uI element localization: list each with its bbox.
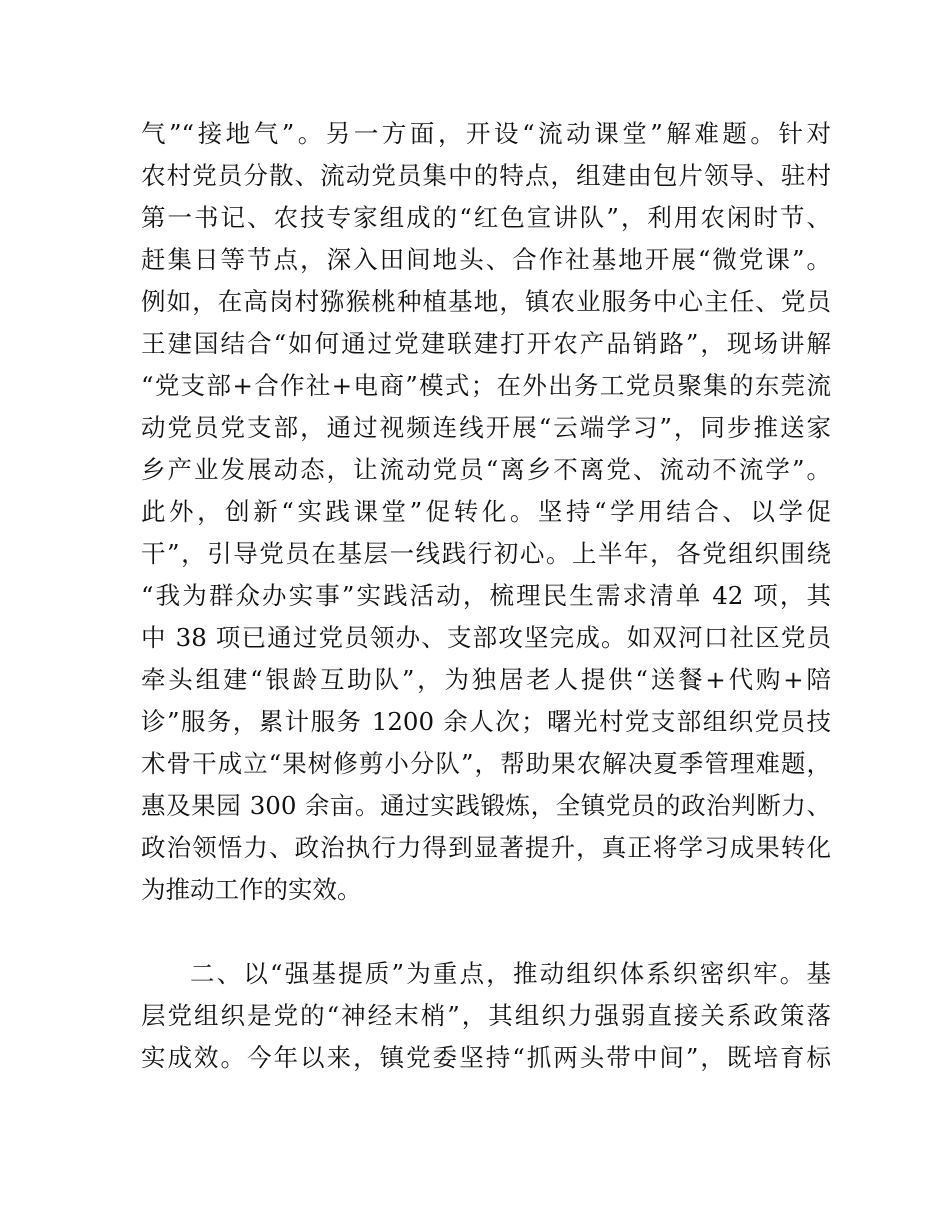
paragraph-2 <box>141 953 831 1079</box>
paragraph-1-line: 中 38 项已通过党员领办、支部攻坚完成。如双河口社区党员 <box>141 623 831 652</box>
paragraph-1-line: 诊”服务，累计服务 1200 余人次；曙光村党支部组织党员技 <box>141 707 831 736</box>
paragraph-2-line: 实成效。今年以来，镇党委坚持“抓两头带中间”，既培育标 <box>141 1043 831 1072</box>
paragraph-2-line: 二、以“强基提质”为重点，推动组织体系织密织牢。基 <box>190 959 831 988</box>
paragraph-1-line: 牵头组建“银龄互助队”，为独居老人提供“送餐+代购+陪 <box>141 665 831 694</box>
paragraph-1-line: 气”“接地气”。另一方面，开设“流动课堂”解难题。针对 <box>141 119 831 148</box>
paragraph-1-line: 第一书记、农技专家组成的“红色宣讲队”，利用农闲时节、 <box>141 203 831 232</box>
paragraph-1-line: 术骨干成立“果树修剪小分队”，帮助果农解决夏季管理难题， <box>141 749 831 778</box>
paragraph-1-line: 为推动工作的实效。 <box>141 875 362 904</box>
paragraph-1-line: 乡产业发展动态，让流动党员“离乡不离党、流动不流学”。 <box>141 455 831 484</box>
paragraph-2-line: 层党组织是党的“神经末梢”，其组织力强弱直接关系政策落 <box>141 1001 831 1030</box>
paragraph-1-line: 王建国结合“如何通过党建联建打开农产品销路”，现场讲解 <box>141 329 831 358</box>
paragraph-1-line: 惠及果园 300 余亩。通过实践锻炼，全镇党员的政治判断力、 <box>141 791 831 820</box>
paragraph-1-line: 例如，在高岗村猕猴桃种植基地，镇农业服务中心主任、党员 <box>141 287 831 316</box>
paragraph-1-line: “党支部+合作社+电商”模式；在外出务工党员聚集的东莞流 <box>141 371 831 400</box>
paragraph-1-line: 农村党员分散、流动党员集中的特点，组建由包片领导、驻村 <box>141 161 831 190</box>
paragraph-1-line: 此外，创新“实践课堂”促转化。坚持“学用结合、以学促 <box>141 497 831 526</box>
paragraph-1-line: “我为群众办实事”实践活动，梳理民生需求清单 42 项，其 <box>141 581 831 610</box>
paragraph-1-line: 干”，引导党员在基层一线践行初心。上半年，各党组织围绕 <box>141 539 831 568</box>
paragraph-1-line: 动党员党支部，通过视频连线开展“云端学习”，同步推送家 <box>141 413 831 442</box>
paragraph-1-line: 政治领悟力、政治执行力得到显著提升，真正将学习成果转化 <box>141 833 831 862</box>
paragraph-1-line: 赶集日等节点，深入田间地头、合作社基地开展“微党课”。 <box>141 245 831 274</box>
paragraph-1 <box>141 113 831 911</box>
